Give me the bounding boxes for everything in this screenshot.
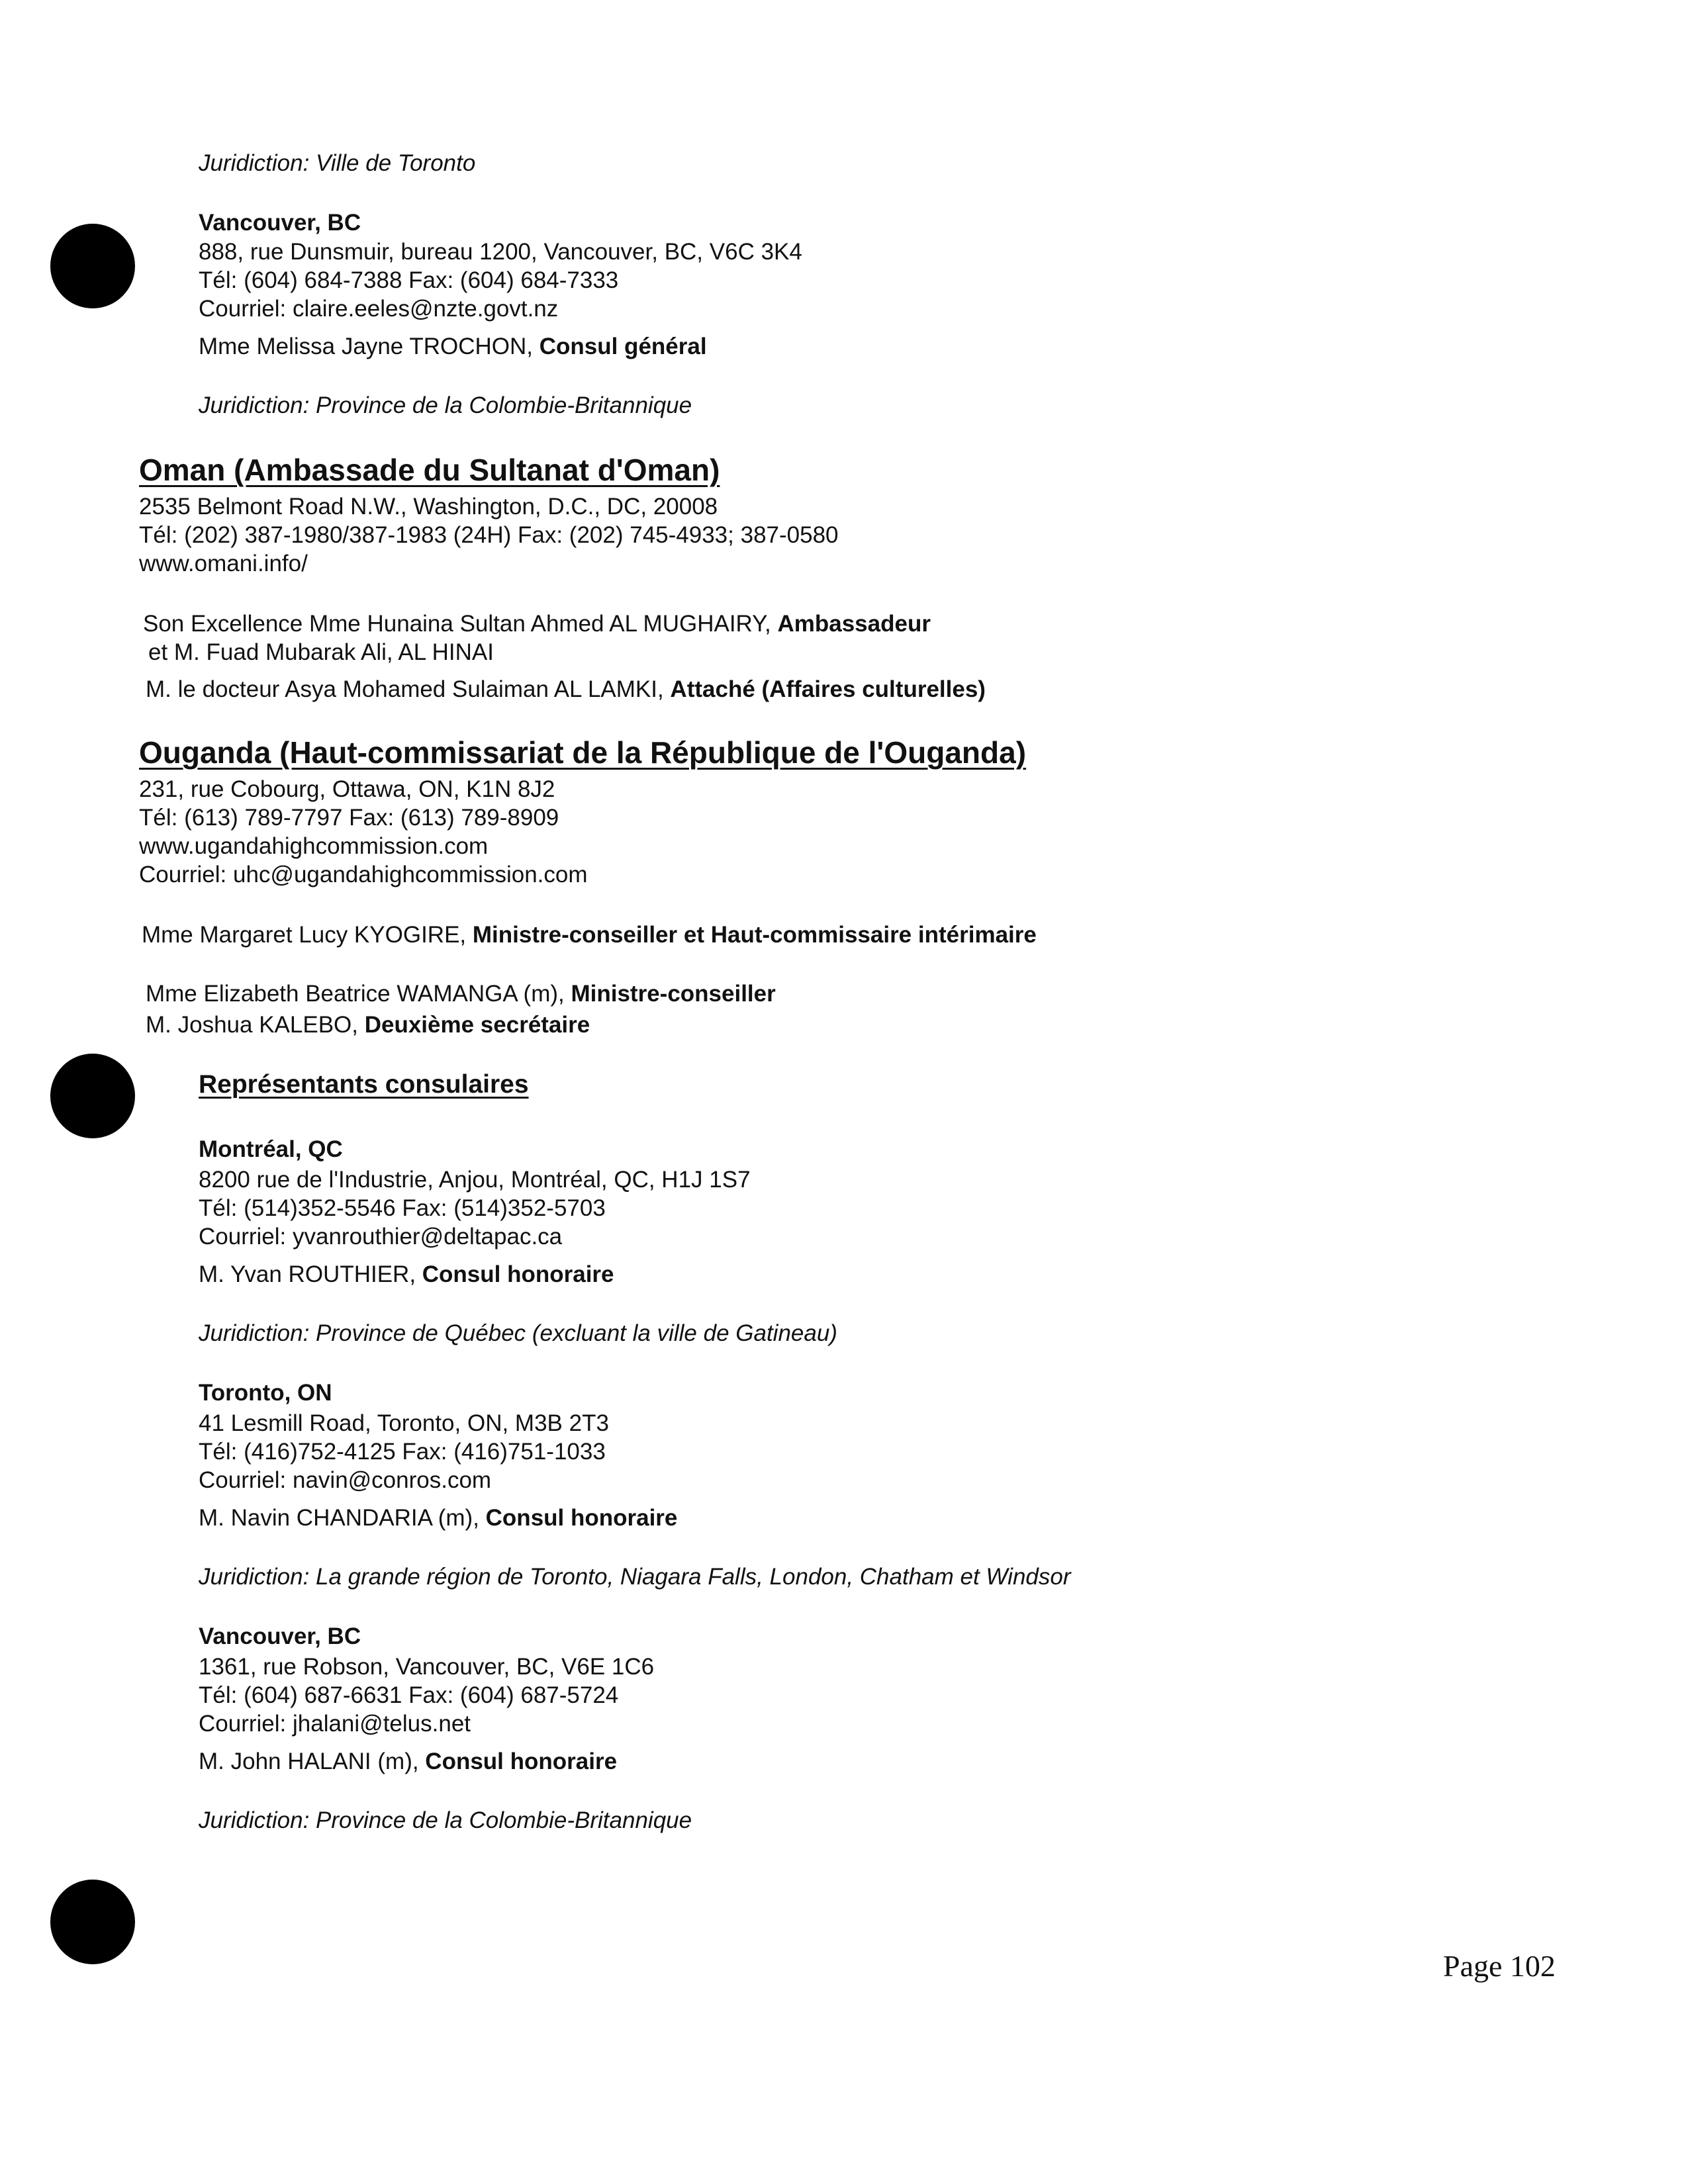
toronto-phone: Tél: (416)752-4125 Fax: (416)751-1033: [199, 1439, 606, 1465]
ouganda-person-1: [142, 921, 1037, 949]
punch-hole-middle: [50, 1054, 135, 1138]
person-name: Mme Elizabeth Beatrice WAMANGA (m),: [146, 981, 571, 1007]
oman-web: www.omani.info/: [139, 551, 308, 576]
person-name: M. Yvan ROUTHIER,: [199, 1261, 422, 1287]
toronto-city: Toronto, ON: [199, 1380, 332, 1406]
montreal-email: Courriel: yvanrouthier@deltapac.ca: [199, 1224, 563, 1250]
montreal-phone: Tél: (514)352-5546 Fax: (514)352-5703: [199, 1195, 606, 1221]
person-title: Attaché (Affaires culturelles): [670, 676, 986, 702]
toronto-email: Courriel: navin@conros.com: [199, 1467, 492, 1493]
person-name: M. Joshua KALEBO,: [146, 1012, 365, 1038]
oman-person-1: [143, 610, 931, 638]
ouganda-phone: Tél: (613) 789-7797 Fax: (613) 789-8909: [139, 805, 559, 831]
person-name: M. John HALANI (m),: [199, 1749, 426, 1774]
vancouver-nz-city: Vancouver, BC: [199, 210, 361, 236]
person-name: Mme Melissa Jayne TROCHON,: [199, 334, 539, 359]
oman-address: 2535 Belmont Road N.W., Washington, D.C., DC, 20008: [139, 494, 718, 520]
vancouver-nz-email: Courriel: claire.eeles@nzte.govt.nz: [199, 296, 559, 322]
person-name: Mme Margaret Lucy KYOGIRE,: [142, 922, 473, 948]
oman-heading: Oman (Ambassade du Sultanat d'Oman): [139, 453, 720, 487]
vancouver-person: [199, 1748, 617, 1776]
toronto-jurisdiction: Juridiction: La grande région de Toronto, Niagara Falls, London, Chatham et Windsor: [199, 1564, 1071, 1590]
ouganda-address: 231, rue Cobourg, Ottawa, ON, K1N 8J2: [139, 776, 555, 802]
person-title: Consul général: [539, 334, 707, 359]
ouganda-web: www.ugandahighcommission.com: [139, 833, 489, 859]
page-number: Page 102: [1443, 1949, 1556, 1983]
person-name: Son Excellence Mme Hunaina Sultan Ahmed AL MUGHAIRY,: [143, 611, 778, 637]
ouganda-email: Courriel: uhc@ugandahighcommission.com: [139, 862, 588, 887]
vancouver-address: 1361, rue Robson, Vancouver, BC, V6E 1C6: [199, 1654, 655, 1680]
person-title: Ministre-conseiller: [571, 981, 776, 1007]
montreal-person: [199, 1261, 614, 1289]
person-title: Ministre-conseiller et Haut-commissaire intérimaire: [472, 922, 1037, 948]
person-title: Ambassadeur: [777, 611, 931, 637]
vancouver-city: Vancouver, BC: [199, 1623, 361, 1649]
toronto-person: [199, 1504, 677, 1532]
montreal-address: 8200 rue de l'Industrie, Anjou, Montréal, QC, H1J 1S7: [199, 1167, 751, 1193]
ouganda-person-2: [146, 980, 776, 1008]
montreal-jurisdiction: Juridiction: Province de Québec (excluant la ville de Gatineau): [199, 1320, 837, 1346]
person-title: Consul honoraire: [485, 1505, 678, 1531]
oman-phone: Tél: (202) 387-1980/387-1983 (24H) Fax: (202) 745-4933; 387-0580: [139, 522, 839, 548]
vancouver-nz-phone: Tél: (604) 684-7388 Fax: (604) 684-7333: [199, 267, 619, 293]
consular-heading: Représentants consulaires: [199, 1070, 529, 1099]
vancouver-phone: Tél: (604) 687-6631 Fax: (604) 687-5724: [199, 1682, 619, 1708]
punch-hole-bottom: [50, 1880, 135, 1964]
ouganda-heading: Ouganda (Haut-commissariat de la République de l'Ouganda): [139, 735, 1027, 770]
vancouver-jurisdiction: Juridiction: Province de la Colombie-Britannique: [199, 1807, 692, 1833]
person-title: Consul honoraire: [425, 1749, 618, 1774]
person-name: M. Navin CHANDARIA (m),: [199, 1505, 486, 1531]
person-name: M. le docteur Asya Mohamed Sulaiman AL LAMKI,: [146, 676, 671, 702]
punch-hole-top: [50, 224, 135, 308]
person-title: Deuxième secrétaire: [364, 1012, 590, 1038]
oman-person-1-spouse: et M. Fuad Mubarak Ali, AL HINAI: [148, 639, 494, 665]
jurisdiction-toronto-prev: Juridiction: Ville de Toronto: [199, 150, 476, 176]
toronto-address: 41 Lesmill Road, Toronto, ON, M3B 2T3: [199, 1410, 609, 1436]
ouganda-person-3: [146, 1011, 590, 1039]
montreal-city: Montréal, QC: [199, 1136, 343, 1162]
vancouver-email: Courriel: jhalani@telus.net: [199, 1711, 471, 1737]
vancouver-nz-jurisdiction: Juridiction: Province de la Colombie-Britannique: [199, 392, 692, 418]
oman-person-2: [146, 676, 986, 704]
person-title: Consul honoraire: [422, 1261, 614, 1287]
vancouver-nz-address: 888, rue Dunsmuir, bureau 1200, Vancouver, BC, V6C 3K4: [199, 239, 802, 265]
vancouver-nz-person: [199, 333, 707, 361]
